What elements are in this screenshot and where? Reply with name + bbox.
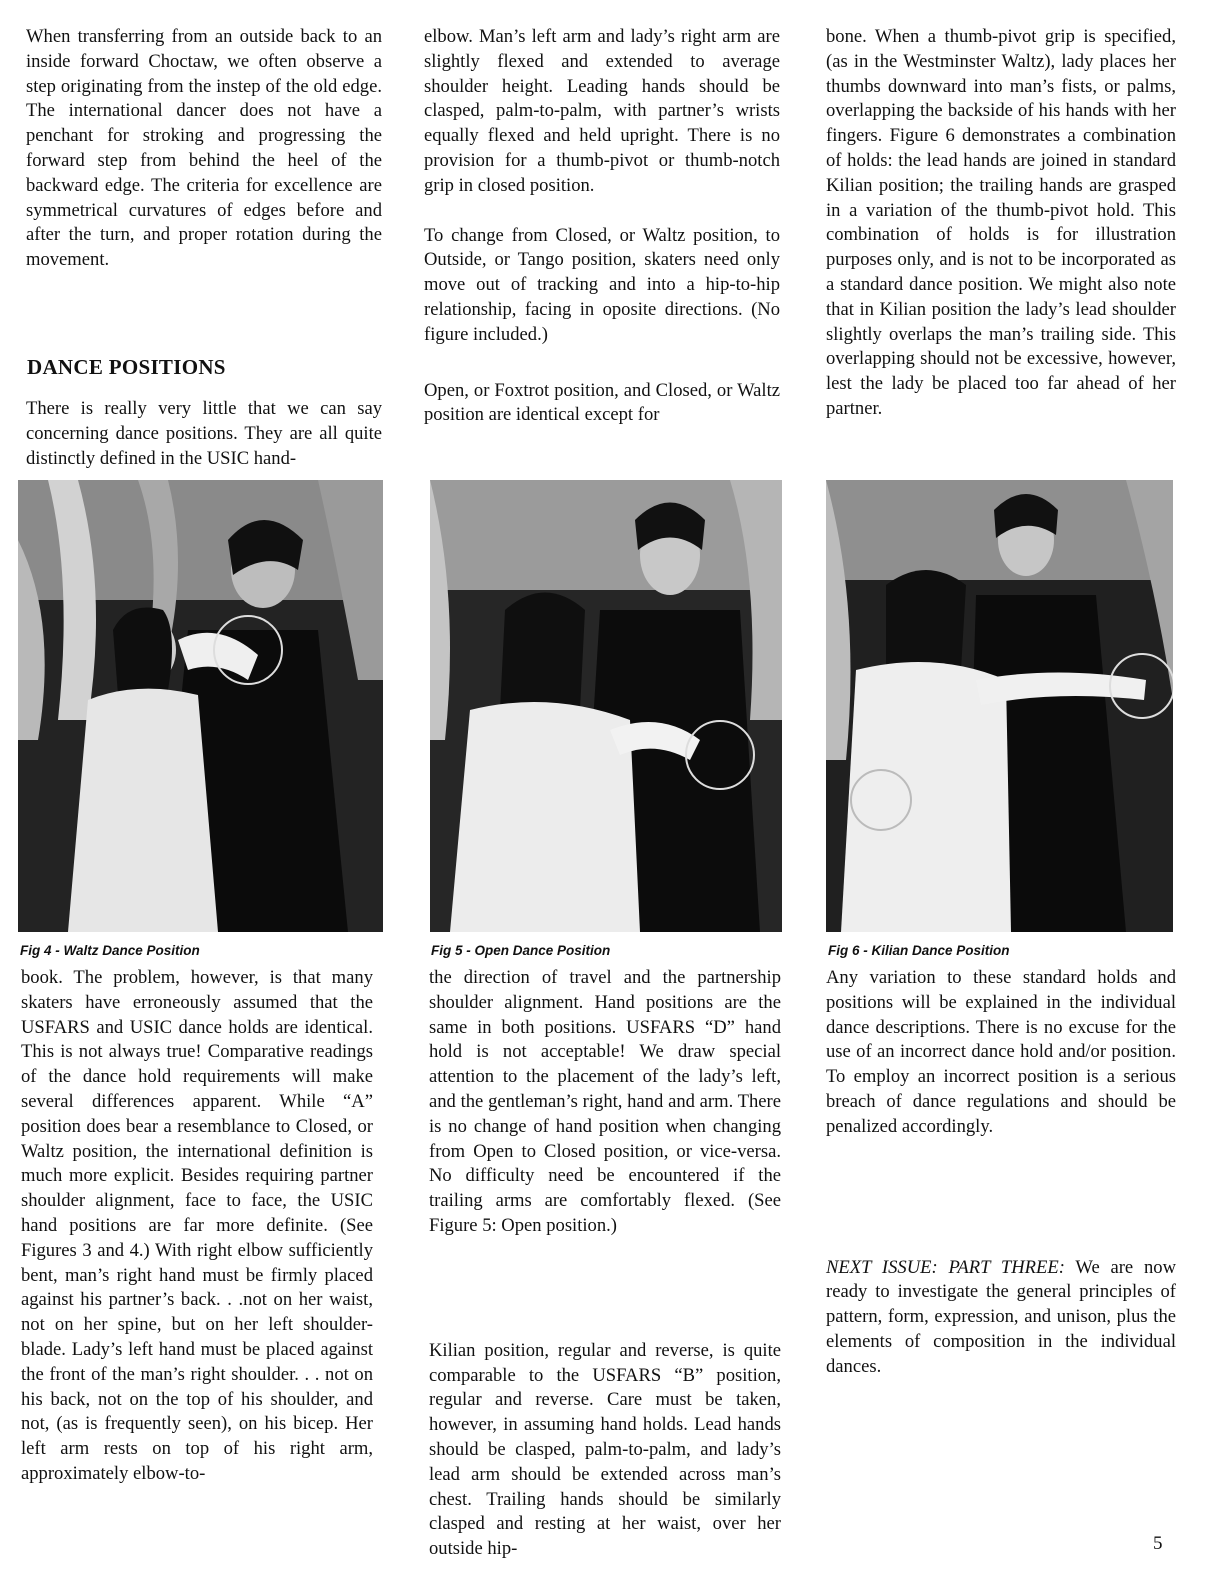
column-1-intro: [26, 397, 382, 471]
figure-6-photo: [826, 480, 1173, 932]
paragraph-foxtrot-position: Open, or Foxtrot position, and Closed, or Waltz position are identical except for: [424, 379, 780, 426]
next-issue-text: We are now ready to investigate the general principles of pattern, form, expression, and unison, plus the elements of composition in the individual dances.: [826, 1256, 1176, 1377]
paragraph-elbow: elbow. Man’s left arm and lady’s right arm are slightly flexed and extended to average shoulder height. Leading hands should be clasped, palm-to-palm, with partner’s wrists equally flexed and held upright. There is no provision for a thumb-pivot or thumb-notch grip in closed position.: [424, 26, 780, 196]
figure-4-photo: [18, 480, 383, 932]
paragraph-thumb-pivot: bone. When a thumb-pivot grip is specified, (as in the Westminster Waltz), lady places her thumbs downward into man’s fists, or palms, overlapping the backside of his hands with her fingers. Figure 6 demonstrates a combination of holds: the lead hands are joined in standard Kilian position; the trailing hands are grasped in a variation of the thumb-pivot hold. This combination of holds is for illustration purposes only, and is not to be incorporated as a standard dance position. We might also note that in Kilian position the lady’s lead shoulder slightly overlaps the man’s trailing side. This overlapping should not be excessive, however, lest the lady be placed too far ahead of her partner.: [826, 26, 1176, 419]
paragraph-choctaw: When transferring from an outside back to an inside forward Choctaw, we often observe a step originating from the instep of the old edge. The international dancer does not have a penchant for stroking and progressing the forward step from behind the heel of the backward edge. The criteria for excellence are symmetrical curvatures of edges before and after the turn, and proper rotation during the movement.: [26, 26, 382, 271]
figure-4-caption: Fig 4 - Waltz Dance Position: [20, 943, 200, 958]
paragraph-next-issue: [826, 1256, 1176, 1380]
column-1-bottom: [21, 966, 373, 1487]
column-1-top: [26, 25, 382, 273]
paragraph-variations: Any variation to these standard holds and positions will be explained in the individual dance descriptions. There is no excuse for the use of an incorrect dance hold and/or position. To employ an incorrect position is a serious breach of dance regulations and should be penalized accordingly.: [826, 967, 1176, 1137]
paragraph-usic-hand-holds: book. The problem, however, is that many skaters have erroneously assumed that the USFARS and USIC dance holds are identical. This is not always true! Comparative readings of the dance hold requirements will make several differences apparent. While “A” position does bear a resemblance to Closed, or Waltz position, the international definition is much more explicit. Besides requiring partner shoulder alignment, face to face, the USIC hand positions are far more definite. (See Figures 3 and 4.) With right elbow sufficiently bent, man’s right hand must be firmly placed against his partner’s back. . .not on her waist, not on her spine, but on her left shoulder-blade. Lady’s left hand must be placed against the front of the man’s right shoulder. . . not on his back, not on the top of his shoulder, and not, (as is frequently seen), on his bicep. Her left arm rests on top of his right arm, approximately elbow-to-: [21, 967, 373, 1484]
figure-5-caption: Fig 5 - Open Dance Position: [431, 943, 611, 958]
column-3-top: [826, 25, 1176, 422]
column-3-bottom: [826, 966, 1176, 1380]
column-2-bottom: [429, 966, 781, 1562]
column-2-top: [424, 25, 780, 428]
paragraph-dance-positions-intro: There is really very little that we can say concerning dance positions. They are all quite distinctly defined in the USIC hand-: [26, 398, 382, 469]
section-heading: DANCE POSITIONS: [27, 355, 226, 379]
paragraph-kilian-position: Kilian position, regular and reverse, is quite comparable to the USFARS “B” position, regular and reverse. Care must be taken, however, in assuming hand holds. Lead hands should be clasped, palm-to-palm, and lady’s lead arm should be extended across man’s chest. Trailing hands should be similarly clasped and resting at her waist, over her outside hip-: [429, 1339, 781, 1560]
next-issue-label: NEXT ISSUE: PART THREE:: [826, 1256, 1065, 1278]
paragraph-tango-position: To change from Closed, or Waltz position, to Outside, or Tango position, skaters need only move out of tracking and into a hip-to-hip relationship, facing in oposite directions. (No figure included.): [424, 224, 780, 345]
figure-5-photo: [430, 480, 782, 932]
paragraph-open-closed: the direction of travel and the partnership shoulder alignment. Hand positions are the same in both positions. USFARS “D” hand hold is not acceptable! We draw special attention to the placement of the lady’s left, and the gentleman’s right, hand and arm. There is no change of hand position when changing from Open to Closed position, or vice-versa. No difficulty need be encountered if the trailing arms are comfortably flexed. (See Figure 5: Open position.): [429, 967, 781, 1236]
page-number: 5: [1153, 1533, 1163, 1554]
figure-6-caption: Fig 6 - Kilian Dance Position: [828, 943, 1010, 958]
